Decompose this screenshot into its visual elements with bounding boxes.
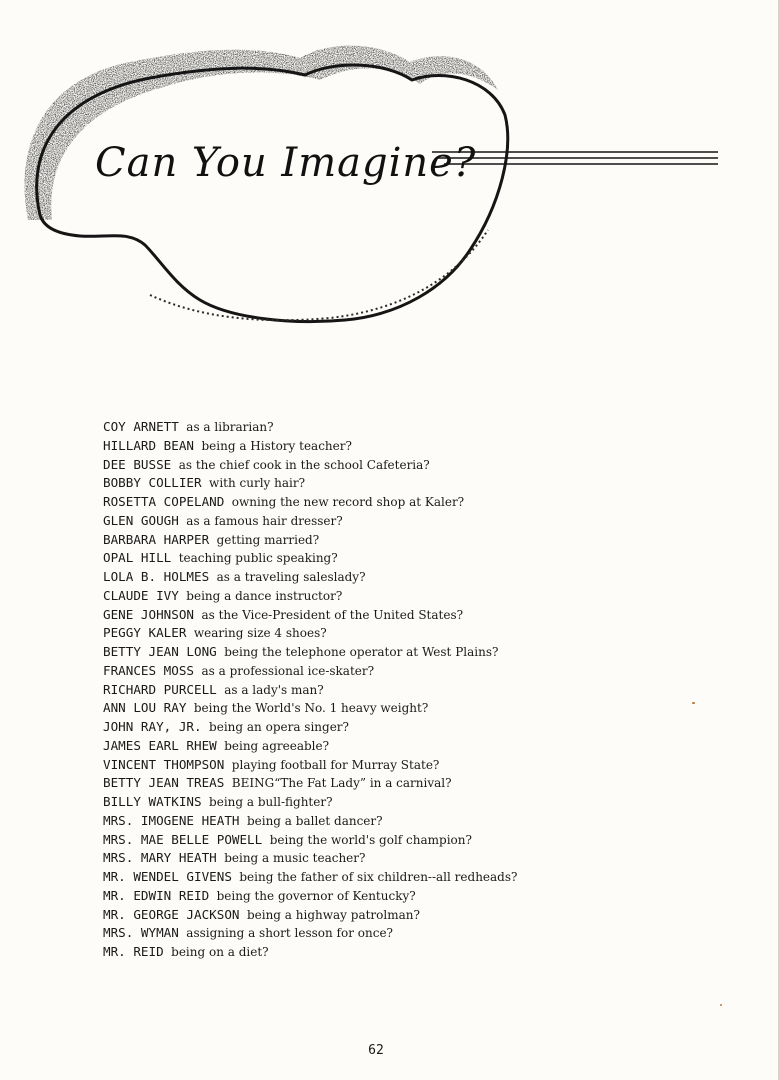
entry-name: MR. REID	[103, 944, 164, 959]
ink-speck	[720, 1004, 722, 1006]
entry-name: DEE BUSSE	[103, 456, 172, 472]
entry-description: as a famous hair dresser?	[186, 513, 343, 528]
list-item	[103, 756, 703, 775]
entry-description: as the chief cook in the school Cafeteria?	[178, 457, 430, 472]
entry-name: RICHARD PURCELL	[103, 681, 217, 697]
list-item	[103, 887, 703, 906]
entry-name: COY ARNETT	[103, 419, 179, 434]
entry-name: MR. GEORGE JACKSON	[103, 906, 240, 922]
list-item	[103, 549, 703, 568]
entry-description: BEING“The Fat Lady” in a carnival?	[231, 776, 452, 791]
entry-name: GLEN GOUGH	[103, 512, 179, 528]
list-item	[103, 643, 703, 662]
list-item	[103, 587, 703, 606]
list-item	[103, 418, 703, 437]
entry-description: getting married?	[216, 532, 320, 547]
entry-name: MRS. IMOGENE HEATH	[103, 812, 240, 828]
list-item	[103, 624, 703, 643]
entry-name: BOBBY COLLIER	[103, 475, 202, 491]
entry-name: MRS. MARY HEATH	[103, 850, 217, 866]
entry-name: VINCENT THOMPSON	[103, 756, 225, 772]
list-item	[103, 512, 703, 531]
list-item	[103, 924, 703, 943]
entry-description: being on a diet?	[171, 945, 269, 959]
entry-description: being the father of six children--all redheads?	[239, 870, 518, 884]
page-title: Can You Imagine?	[95, 140, 477, 186]
entry-description: as a lady's man?	[224, 682, 324, 697]
entry-description: with curly hair?	[209, 476, 306, 491]
entry-description: playing football for Murray State?	[231, 757, 440, 772]
list-item	[103, 456, 703, 475]
list-item	[103, 437, 703, 456]
entry-description: as a traveling saleslady?	[216, 570, 366, 584]
list-item	[103, 493, 703, 512]
list-item	[103, 606, 703, 625]
entry-description: being a bull-fighter?	[209, 795, 333, 809]
cloud-rim-texture	[150, 230, 488, 320]
entry-name: OPAL HILL	[103, 550, 172, 566]
entry-description: assigning a short lesson for once?	[186, 926, 393, 941]
list-item	[103, 681, 703, 700]
entry-description: being the governor of Kentucky?	[216, 888, 416, 903]
list-item	[103, 662, 703, 681]
entry-description: being an opera singer?	[209, 720, 349, 734]
entry-description: being agreeable?	[224, 738, 330, 753]
ink-speck	[692, 702, 695, 704]
entry-name: GENE JOHNSON	[103, 606, 194, 622]
entry-name: ROSETTA COPELAND	[103, 494, 225, 509]
entry-name: FRANCES MOSS	[103, 662, 194, 678]
cloud-shadow	[24, 46, 498, 220]
list-item	[103, 718, 703, 737]
entry-description: teaching public speaking?	[178, 551, 338, 566]
entry-name: LOLA B. HOLMES	[103, 569, 210, 584]
entry-name: JAMES EARL RHEW	[103, 737, 217, 753]
list-item	[103, 793, 703, 812]
entry-name: MR. EDWIN REID	[103, 887, 210, 903]
list-item	[103, 849, 703, 868]
entry-name: BARBARA HARPER	[103, 531, 210, 547]
list-item	[103, 943, 703, 962]
entry-name: BILLY WATKINS	[103, 794, 202, 809]
imagine-list	[103, 418, 703, 962]
list-item	[103, 568, 703, 587]
entry-name: BETTY JEAN TREAS	[103, 775, 225, 791]
list-item	[103, 699, 703, 718]
entry-description: being the world's golf champion?	[269, 832, 472, 847]
entry-description: being the telephone operator at West Plains?	[224, 645, 499, 659]
entry-name: JOHN RAY, JR.	[103, 719, 202, 734]
entry-description: as the Vice-President of the United States?	[201, 607, 464, 622]
entry-name: MR. WENDEL GIVENS	[103, 869, 232, 884]
entry-description: as a librarian?	[186, 420, 274, 434]
entry-description: owning the new record shop at Kaler?	[231, 495, 465, 509]
entry-name: CLAUDE IVY	[103, 587, 179, 603]
entry-description: wearing size 4 shoes?	[193, 626, 327, 641]
entry-name: HILLARD BEAN	[103, 437, 194, 453]
entry-name: MRS. MAE BELLE POWELL	[103, 831, 263, 847]
list-item	[103, 906, 703, 925]
entry-name: MRS. WYMAN	[103, 925, 179, 941]
entry-description: as a professional ice-skater?	[201, 663, 375, 678]
list-item	[103, 812, 703, 831]
entry-name: ANN LOU RAY	[103, 700, 187, 716]
list-item	[103, 774, 703, 793]
entry-name: BETTY JEAN LONG	[103, 644, 217, 659]
page-number: 62	[368, 1043, 384, 1058]
entry-description: being a History teacher?	[201, 438, 352, 453]
list-item	[103, 831, 703, 850]
list-item	[103, 474, 703, 493]
entry-description: being a music teacher?	[224, 851, 366, 866]
list-item	[103, 531, 703, 550]
entry-name: PEGGY KALER	[103, 625, 187, 641]
list-item	[103, 868, 703, 887]
entry-description: being a highway patrolman?	[246, 907, 420, 922]
list-item	[103, 737, 703, 756]
entry-description: being the World's No. 1 heavy weight?	[193, 701, 429, 716]
entry-description: being a ballet dancer?	[246, 813, 383, 828]
entry-description: being a dance instructor?	[186, 588, 343, 603]
